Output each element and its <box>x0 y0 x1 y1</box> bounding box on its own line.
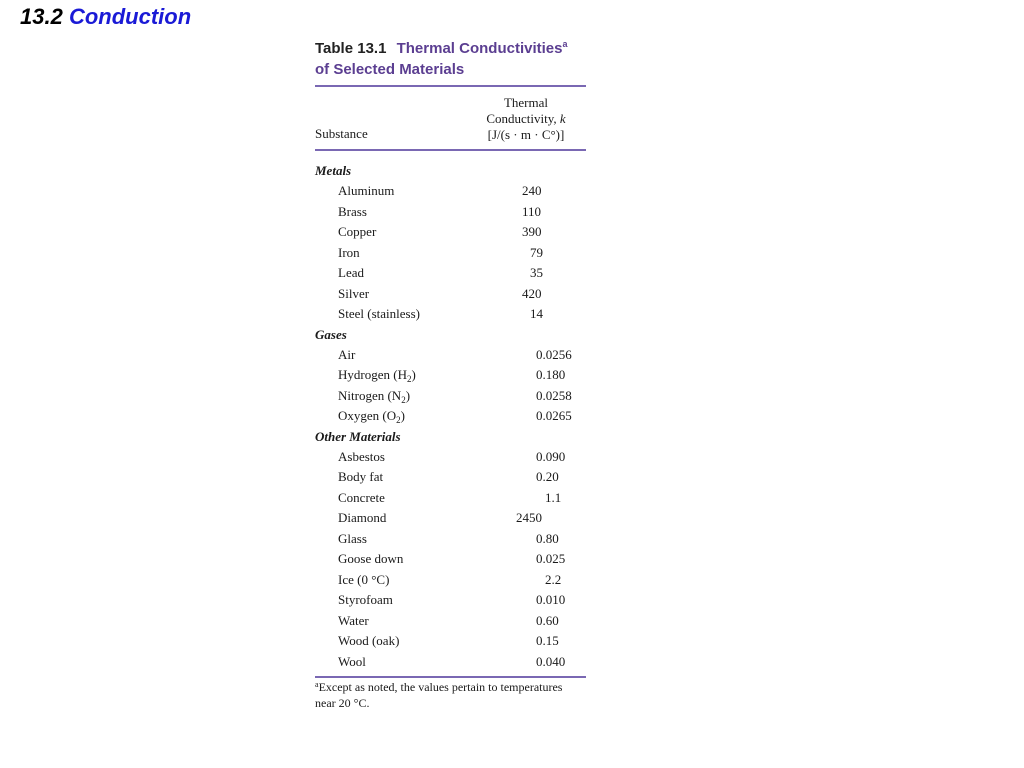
table-row <box>315 529 586 550</box>
conductivity-value: 420 <box>522 285 542 301</box>
conductivity-value: 0.60 <box>536 612 559 628</box>
slide-heading: Conduction <box>68 4 192 29</box>
substance-label: Asbestos <box>338 448 385 464</box>
substance-label: Water <box>338 612 369 628</box>
header-k-symbol: k <box>559 111 566 126</box>
table-row <box>315 263 586 284</box>
table-row <box>315 467 586 488</box>
conductivity-value: 0.090 <box>536 448 566 464</box>
substance-name <box>338 284 369 305</box>
conductivity-value: 0.0265 <box>536 408 572 423</box>
conductivity-value: 240 <box>522 183 542 198</box>
table-caption-line2: of Selected Materials <box>315 61 465 78</box>
table-row <box>315 304 586 325</box>
substance-label: Steel (stainless) <box>338 306 420 321</box>
conductivity-value: 0.80 <box>536 530 559 546</box>
header-k-line1: Thermal <box>503 95 549 110</box>
table-row <box>315 386 586 407</box>
table-title <box>315 38 586 80</box>
table-row <box>315 447 586 468</box>
slide-number: 13.2 <box>20 4 63 29</box>
conductivity-value: 0.0256 <box>536 346 572 362</box>
substance-label: Oxygen (O <box>338 408 397 423</box>
substance-name <box>338 529 367 550</box>
substance-label: Styrofoam <box>338 592 393 607</box>
table-caption-line1: Thermal Conductivities <box>396 40 563 57</box>
substance-label: Copper <box>338 224 377 239</box>
substance-name <box>338 345 355 366</box>
conductivity-value: 2.2 <box>545 571 562 587</box>
substance-label: Hydrogen (H <box>338 367 407 382</box>
substance-name <box>338 631 399 652</box>
substance-name <box>338 467 383 488</box>
conductivity-value: 390 <box>522 224 542 239</box>
slide-title <box>20 4 191 30</box>
substance-name <box>338 590 393 611</box>
substance-name <box>338 447 385 468</box>
table-bottom-rule <box>315 676 586 678</box>
conductivity-value: 0.180 <box>536 367 566 382</box>
table-header-rule <box>315 149 586 151</box>
table-label: Table 13.1 <box>315 40 387 57</box>
substance-label: Air <box>338 346 356 362</box>
header-substance: Substance <box>315 126 368 141</box>
substance-label: Body fat <box>338 469 384 484</box>
subscript: 2 <box>396 415 401 425</box>
conductivity-value: 79 <box>530 244 543 260</box>
table-row <box>315 202 586 223</box>
substance-name <box>338 365 416 386</box>
substance-name <box>338 243 360 264</box>
substance-name <box>338 570 389 591</box>
table-row <box>315 611 586 632</box>
header-k-line2: Conductivity, <box>486 111 557 126</box>
substance-name <box>338 488 385 509</box>
table-row <box>315 365 586 386</box>
table-row <box>315 631 586 652</box>
header-conductivity <box>466 95 586 143</box>
substance-label: Diamond <box>338 510 387 525</box>
table-row <box>315 508 586 529</box>
substance-name <box>338 508 386 529</box>
substance-label: Concrete <box>338 489 385 505</box>
table-row <box>315 488 586 509</box>
conductivity-value: 1.1 <box>545 489 562 505</box>
conductivity-value: 0.0258 <box>536 387 572 403</box>
table-row <box>315 652 586 673</box>
table-row <box>315 284 586 305</box>
conductivity-value: 0.010 <box>536 592 566 607</box>
substance-label: Wool <box>338 653 366 669</box>
table-row <box>315 222 586 243</box>
conductivity-value: 14 <box>530 306 543 321</box>
conductivity-value: 2450 <box>516 510 542 525</box>
substance-label: Brass <box>338 203 367 219</box>
substance-name <box>338 611 369 632</box>
table-body <box>315 161 586 672</box>
table-row <box>315 181 586 202</box>
substance-label: Goose down <box>338 551 404 566</box>
conductivity-value: 0.20 <box>536 469 559 484</box>
substance-label: Glass <box>338 530 367 546</box>
header-k-units: [J/(s · m · C°)] <box>487 127 565 142</box>
group-heading: Gases <box>315 326 347 342</box>
subscript: 2 <box>401 394 406 405</box>
substance-name <box>338 222 376 243</box>
subscript: 2 <box>406 374 412 384</box>
caption-footnote-marker: a <box>562 39 568 49</box>
substance-label-tail: ) <box>411 367 416 382</box>
table-row <box>315 345 586 366</box>
substance-name <box>338 652 366 673</box>
table-row <box>315 406 586 427</box>
table-row <box>315 590 586 611</box>
footnote-marker: a <box>315 680 319 689</box>
group-heading: Other Materials <box>315 428 401 444</box>
conductivity-value: 0.025 <box>536 551 566 566</box>
substance-label: Iron <box>338 244 360 260</box>
table-footnote <box>315 679 586 711</box>
substance-label: Aluminum <box>338 183 395 198</box>
conductivity-value: 0.15 <box>536 633 559 648</box>
footnote-text: Except as noted, the values pertain to temperatures near 20 °C. <box>315 680 563 710</box>
table-row <box>315 243 586 264</box>
conductivity-value: 35 <box>530 265 543 280</box>
table-header <box>315 87 586 149</box>
substance-name <box>338 406 405 427</box>
substance-label: Ice (0 °C) <box>338 571 390 587</box>
conductivity-table <box>315 38 586 711</box>
substance-name <box>338 202 367 223</box>
conductivity-value: 0.040 <box>536 653 566 669</box>
group-heading: Metals <box>315 163 352 178</box>
conductivity-value: 110 <box>522 203 542 219</box>
substance-label: Nitrogen (N <box>338 387 402 403</box>
substance-name <box>338 549 403 570</box>
table-row <box>315 549 586 570</box>
substance-label: Lead <box>338 265 364 280</box>
substance-label-tail: ) <box>405 387 411 403</box>
substance-name <box>338 304 420 325</box>
table-row <box>315 570 586 591</box>
substance-name <box>338 386 410 407</box>
substance-label: Wood (oak) <box>338 633 400 648</box>
substance-name <box>338 181 394 202</box>
substance-name <box>338 263 364 284</box>
substance-label: Silver <box>338 285 370 301</box>
substance-label-tail: ) <box>400 408 405 423</box>
